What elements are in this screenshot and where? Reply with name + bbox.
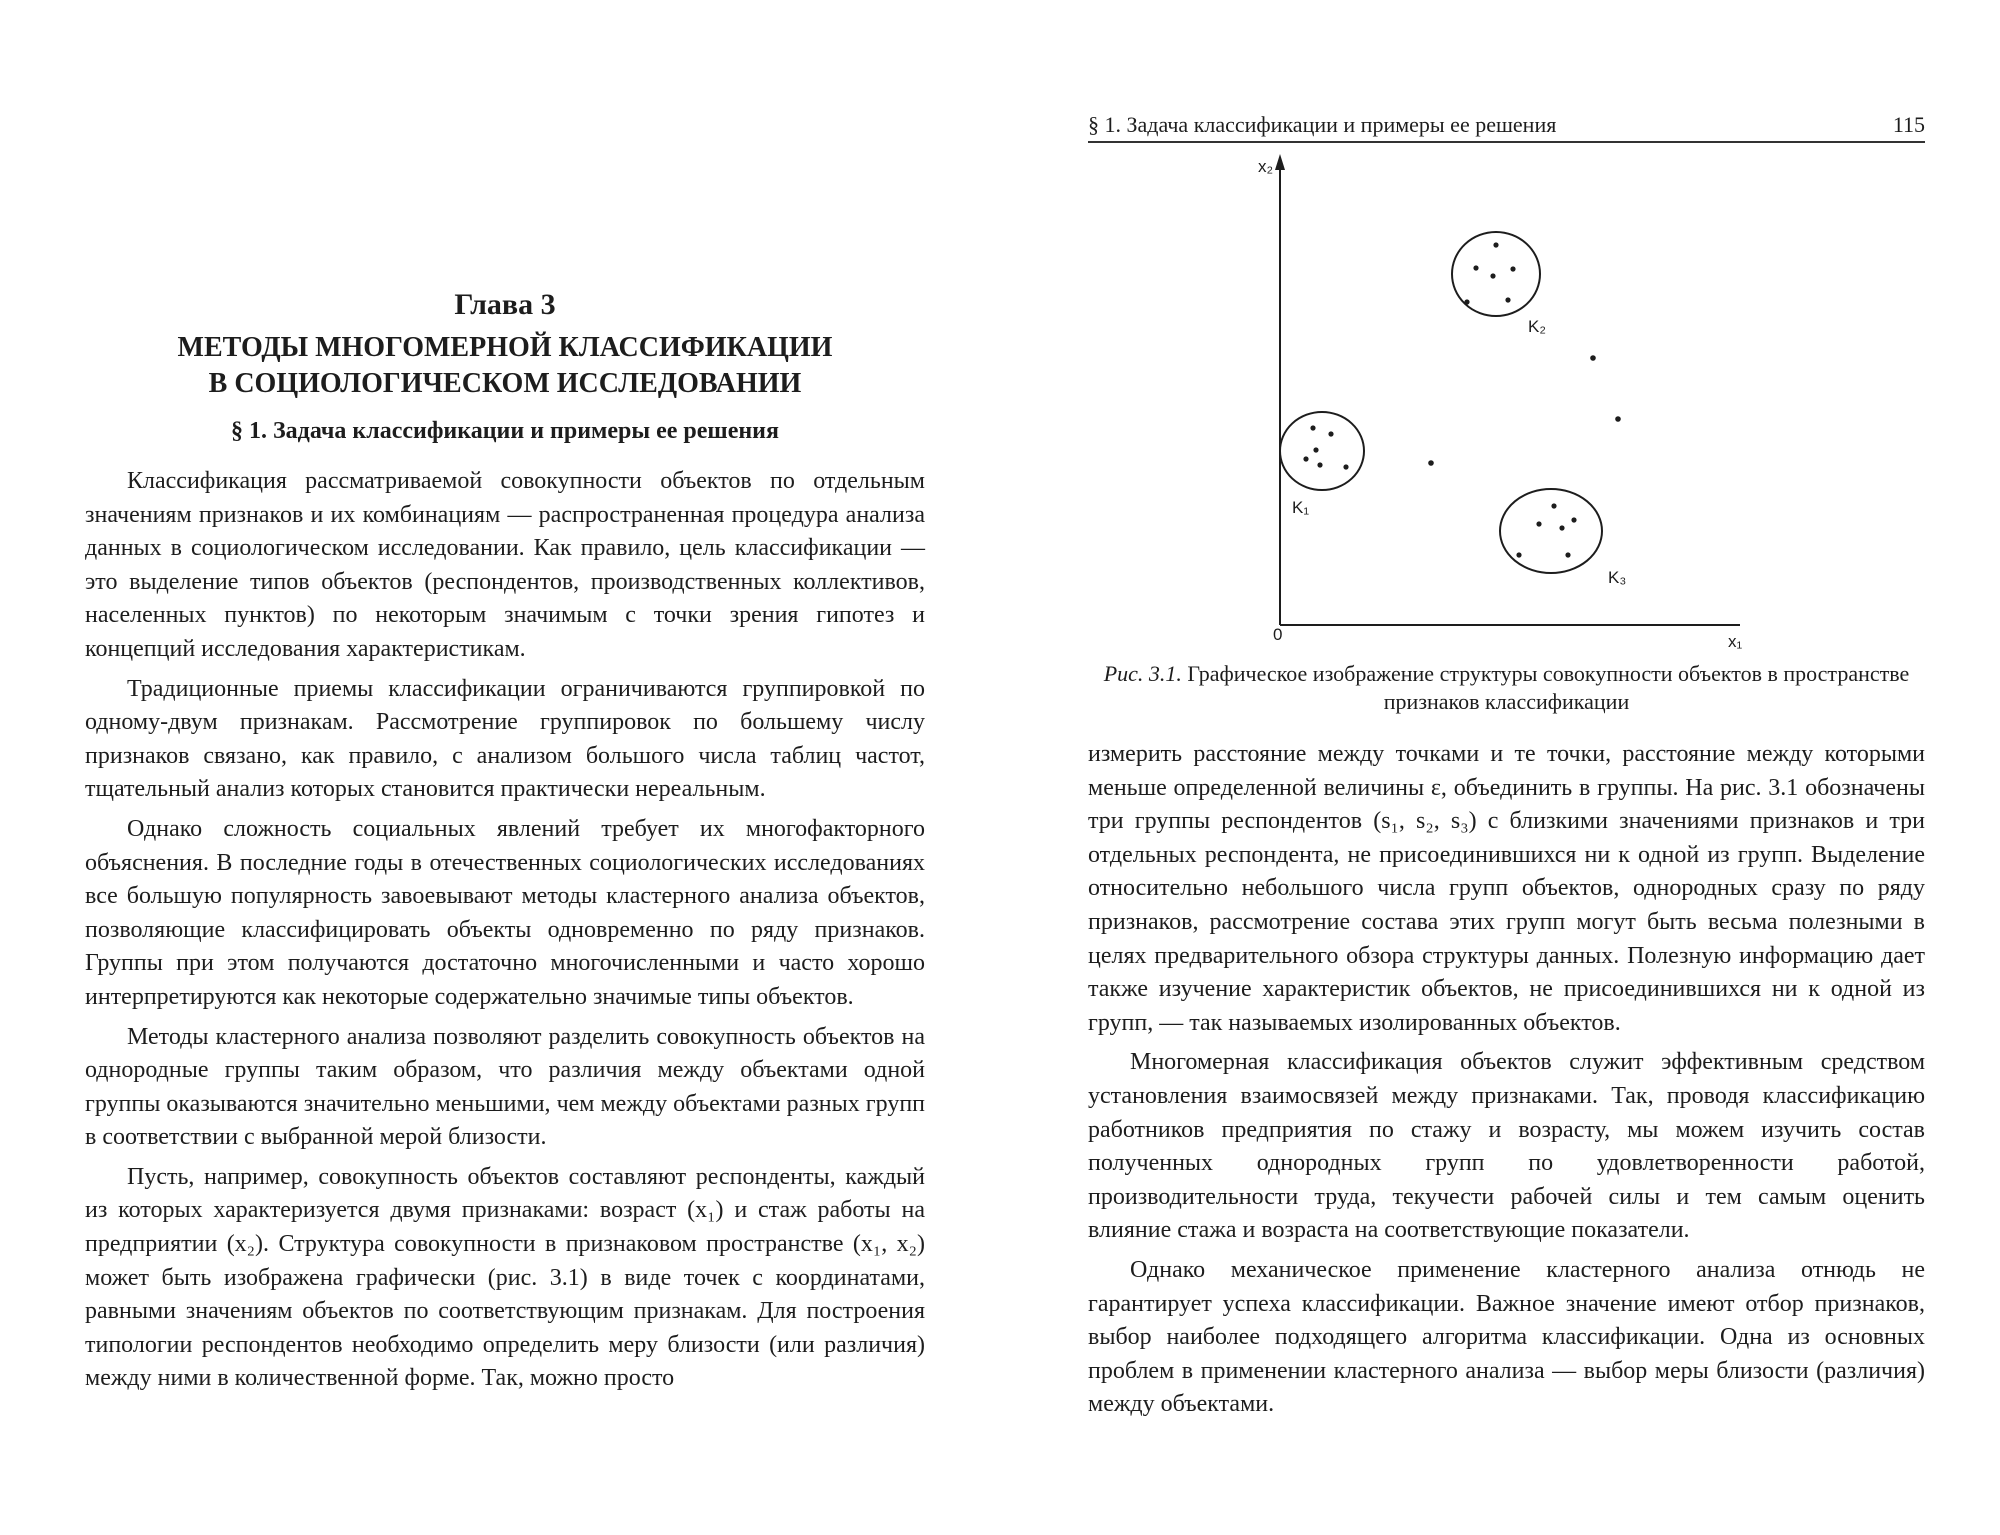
x-axis-label: x₁ bbox=[1728, 632, 1743, 650]
chapter-title-line-2: В СОЦИОЛОГИЧЕСКОМ ИССЛЕДОВАНИИ bbox=[208, 368, 802, 399]
right-body-text bbox=[1088, 738, 1925, 1428]
cluster-figure bbox=[1230, 150, 1750, 650]
figure-caption bbox=[1088, 660, 1925, 716]
paragraph: Однако сложность социальных явлений требует их многофакторного объяснения. В последние годы в отечественных социологических исследованиях все большую популярность завоевывают методы кластерного анализа объектов, позволяющие классифицировать объекты одновременно по ряду признаков. Группы при этом получаются достаточно многочисленными и часто хорошо интерпретируются как некоторые содержательно значимые типы объектов. bbox=[85, 815, 925, 1010]
cluster-k3-boundary bbox=[1500, 489, 1602, 573]
paragraph: Однако механическое применение кластерного анализа отнюдь не гарантирует успеха классификации. Важное значение имеют отбор признаков, выбор наиболее подходящего алгоритма классификации. Одна из основных проблем в применении кластерного анализа — выбор меры близости (различия) между объектами. bbox=[1088, 1256, 1925, 1418]
right-page bbox=[1000, 0, 2000, 1535]
isolated-point bbox=[1428, 460, 1434, 466]
page-number: 115 bbox=[1892, 112, 1925, 137]
data-point bbox=[1328, 431, 1333, 436]
origin-label: 0 bbox=[1273, 625, 1283, 644]
cluster-k2-label: K₂ bbox=[1528, 317, 1546, 336]
data-point bbox=[1310, 425, 1315, 430]
data-point bbox=[1571, 517, 1576, 522]
paragraph: Традиционные приемы классификации ограничиваются группировкой по одному-двум признакам. Рассмотрение группировок по большему числу признаков связано, как правило, с анализом большого числа таблиц частот, тщательный анализ которых становится практически нереальным. bbox=[85, 675, 925, 803]
data-point bbox=[1464, 299, 1469, 304]
chapter-title-line-1: МЕТОДЫ МНОГОМЕРНОЙ КЛАССИФИКАЦИИ bbox=[177, 332, 833, 363]
data-point bbox=[1493, 242, 1498, 247]
isolated-point bbox=[1590, 355, 1596, 361]
paragraph: Классификация рассматриваемой совокупности объектов по отдельным значениям признаков и их комбинациям — распространенная процедура анализа данных в социологическом исследовании. Как правило, цель классификации — это выделение типов объектов (респондентов, производственных коллективов, населенных пунктов) по некоторым значимым с точки зрения гипотез и концепций исследования характеристикам. bbox=[85, 468, 925, 662]
paragraph: Многомерная классификация объектов служит эффективным средством установления взаимосвязей между признаками. Так, проводя классификацию работников предприятия по стажу и возрасту, мы можем изучить состав полученных однородных групп по удовлетворенности работой, производительности труда, текучести рабочей силы и тем самым оценить влияние стажа и возраста на соответствующие показатели. bbox=[1088, 1049, 1925, 1244]
y-axis-label: x₂ bbox=[1258, 157, 1274, 176]
running-head-title: § 1. Задача классификации и примеры ее решения bbox=[1088, 112, 1557, 137]
data-point bbox=[1303, 456, 1308, 461]
data-point bbox=[1505, 297, 1510, 302]
y-axis-arrow bbox=[1275, 154, 1285, 170]
section-title: § 1. Задача классификации и примеры ее решения bbox=[231, 418, 779, 444]
data-point bbox=[1551, 503, 1556, 508]
cluster-k1-boundary bbox=[1280, 412, 1364, 490]
caption-number: Рис. 3.1. bbox=[1103, 661, 1182, 686]
data-point bbox=[1565, 552, 1570, 557]
data-point bbox=[1510, 266, 1515, 271]
chapter-title bbox=[85, 330, 925, 402]
data-point bbox=[1536, 521, 1541, 526]
cluster-k1-label: K₁ bbox=[1292, 498, 1310, 517]
cluster-k3-label: K₃ bbox=[1608, 568, 1627, 587]
data-point bbox=[1313, 447, 1318, 452]
left-body-text bbox=[85, 465, 925, 1402]
paragraph: Пусть, например, совокупность объектов составляют респонденты, каждый из которых характеризуется двумя признаками: возраст (x₁) и стаж работы на предприятии (x₂). Структура совокупности в признаковом пространстве (x₁, x₂) может быть изображена графически (рис. 3.1) в виде точек с координатами, равными значениям объектов по соответствующим признакам. Для построения типологии респондентов необходимо определить меру близости (или различия) между ними в количественной форме. Так, можно просто bbox=[85, 1163, 925, 1392]
data-point bbox=[1343, 464, 1348, 469]
paragraph: измерить расстояние между точками и те точки, расстояние между которыми меньше определенной величины ε, объединить в группы. На рис. 3.1 обозначены три группы респондентов (s₁, s₂, s₃) с близкими значениями признаков и три отдельных респондента, не присоединившихся ни к одной из групп. Выделение относительно небольшого числа групп объектов, однородных сразу по ряду признаков, рассмотрение состава этих групп могут быть весьма полезными в целях предварительного обзора структуры данных. Полезную информацию дает также изучение характеристик объектов, не присоединившихся ни к одной из групп, — так называемых изолированных объектов. bbox=[1088, 741, 1925, 1036]
paragraph: Методы кластерного анализа позволяют разделить совокупность объектов на однородные группы таким образом, что различия между объектами одной группы оказываются значительно меньшими, чем между объектами разных групп в соответствии с выбранной мерой близости. bbox=[85, 1023, 925, 1151]
data-point bbox=[1516, 552, 1521, 557]
caption-text: Графическое изображение структуры совокупности объектов в пространстве признаков классификации bbox=[1187, 661, 1910, 714]
isolated-point bbox=[1615, 416, 1621, 422]
data-point bbox=[1317, 462, 1322, 467]
running-head bbox=[1088, 112, 1925, 143]
data-point bbox=[1490, 273, 1495, 278]
chapter-label: Глава 3 bbox=[454, 288, 556, 321]
data-point bbox=[1473, 265, 1478, 270]
data-point bbox=[1559, 525, 1564, 530]
